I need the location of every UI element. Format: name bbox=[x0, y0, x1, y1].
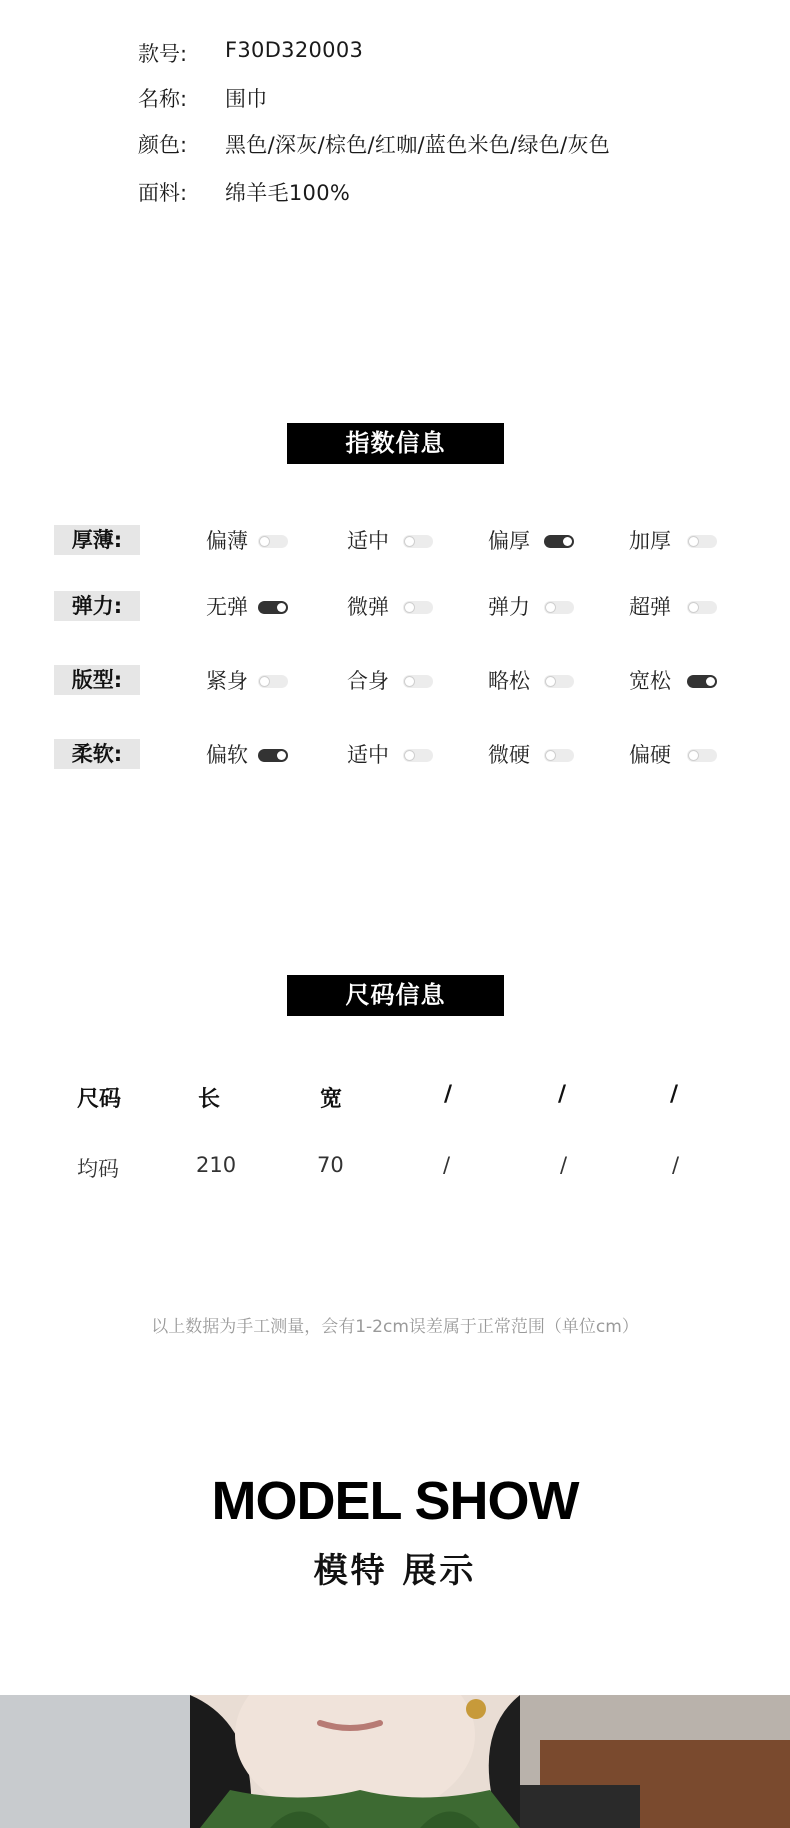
product-style-value: F30D320003 bbox=[225, 38, 364, 62]
toggle-icon bbox=[403, 675, 433, 688]
size-header-cell: 长 bbox=[198, 1087, 221, 1112]
model-show-subtitle: 模特 展示 bbox=[313, 1551, 477, 1591]
index-option: 弹力 bbox=[488, 591, 530, 621]
index-option: 适中 bbox=[347, 739, 389, 769]
model-photo-illustration bbox=[0, 1695, 790, 1828]
index-key: 弹力: bbox=[54, 591, 140, 621]
size-value-cell: / bbox=[672, 1153, 680, 1177]
index-option: 略松 bbox=[488, 665, 530, 695]
index-option: 无弹 bbox=[206, 591, 248, 621]
index-option: 微硬 bbox=[488, 739, 530, 769]
index-option: 合身 bbox=[347, 665, 389, 695]
product-color-value: 黑色/深灰/棕色/红咖/蓝色米色/绿色/灰色 bbox=[225, 133, 611, 157]
product-fabric-value: 绵羊毛100% bbox=[225, 181, 351, 205]
index-option: 紧身 bbox=[206, 665, 248, 695]
index-row-elasticity bbox=[0, 591, 790, 621]
measurement-note: 以上数据为手工测量，会有1-2cm误差属于正常范围（单位cm） bbox=[151, 1317, 639, 1337]
product-color-key: 颜色: bbox=[138, 133, 188, 157]
index-option: 偏薄 bbox=[206, 525, 248, 555]
index-option: 超弹 bbox=[629, 591, 671, 621]
toggle-icon bbox=[403, 749, 433, 762]
toggle-on-icon bbox=[544, 535, 574, 548]
index-option: 适中 bbox=[347, 525, 389, 555]
size-header-cell: 尺码 bbox=[77, 1087, 122, 1112]
toggle-icon bbox=[258, 675, 288, 688]
product-fabric-key: 面料: bbox=[138, 181, 188, 205]
size-value-cell: 70 bbox=[317, 1153, 344, 1177]
index-key: 柔软: bbox=[54, 739, 140, 769]
toggle-icon bbox=[403, 601, 433, 614]
index-option: 微弹 bbox=[347, 591, 389, 621]
toggle-icon bbox=[403, 535, 433, 548]
toggle-on-icon bbox=[687, 675, 717, 688]
index-section-title: 指数信息 bbox=[287, 423, 504, 464]
toggle-icon bbox=[544, 749, 574, 762]
toggle-icon bbox=[544, 601, 574, 614]
toggle-icon bbox=[258, 535, 288, 548]
index-option: 偏软 bbox=[206, 739, 248, 769]
size-header-cell: 宽 bbox=[320, 1087, 343, 1112]
toggle-on-icon bbox=[258, 749, 288, 762]
index-option: 偏硬 bbox=[629, 739, 671, 769]
size-value-cell: / bbox=[443, 1153, 451, 1177]
index-option: 宽松 bbox=[629, 665, 671, 695]
size-value-cell: / bbox=[560, 1153, 568, 1177]
product-style-key: 款号: bbox=[138, 42, 188, 66]
index-key: 厚薄: bbox=[54, 525, 140, 555]
toggle-icon bbox=[544, 675, 574, 688]
toggle-icon bbox=[687, 535, 717, 548]
toggle-icon bbox=[687, 749, 717, 762]
model-show-title: MODEL SHOW bbox=[211, 1471, 579, 1531]
index-key: 版型: bbox=[54, 665, 140, 695]
index-row-softness bbox=[0, 739, 790, 769]
size-value-cell: 210 bbox=[196, 1153, 237, 1177]
size-header-cell: / bbox=[444, 1082, 453, 1107]
index-option: 加厚 bbox=[629, 525, 671, 555]
size-header-cell: / bbox=[670, 1082, 679, 1107]
product-name-value: 围巾 bbox=[225, 87, 268, 111]
index-row-thickness bbox=[0, 525, 790, 555]
index-row-fit bbox=[0, 665, 790, 695]
index-option: 偏厚 bbox=[488, 525, 530, 555]
model-photo bbox=[0, 1695, 790, 1828]
size-section-title: 尺码信息 bbox=[287, 975, 504, 1016]
toggle-icon bbox=[687, 601, 717, 614]
size-header-cell: / bbox=[558, 1082, 567, 1107]
size-value-cell: 均码 bbox=[77, 1157, 119, 1181]
product-name-key: 名称: bbox=[138, 87, 188, 111]
toggle-on-icon bbox=[258, 601, 288, 614]
